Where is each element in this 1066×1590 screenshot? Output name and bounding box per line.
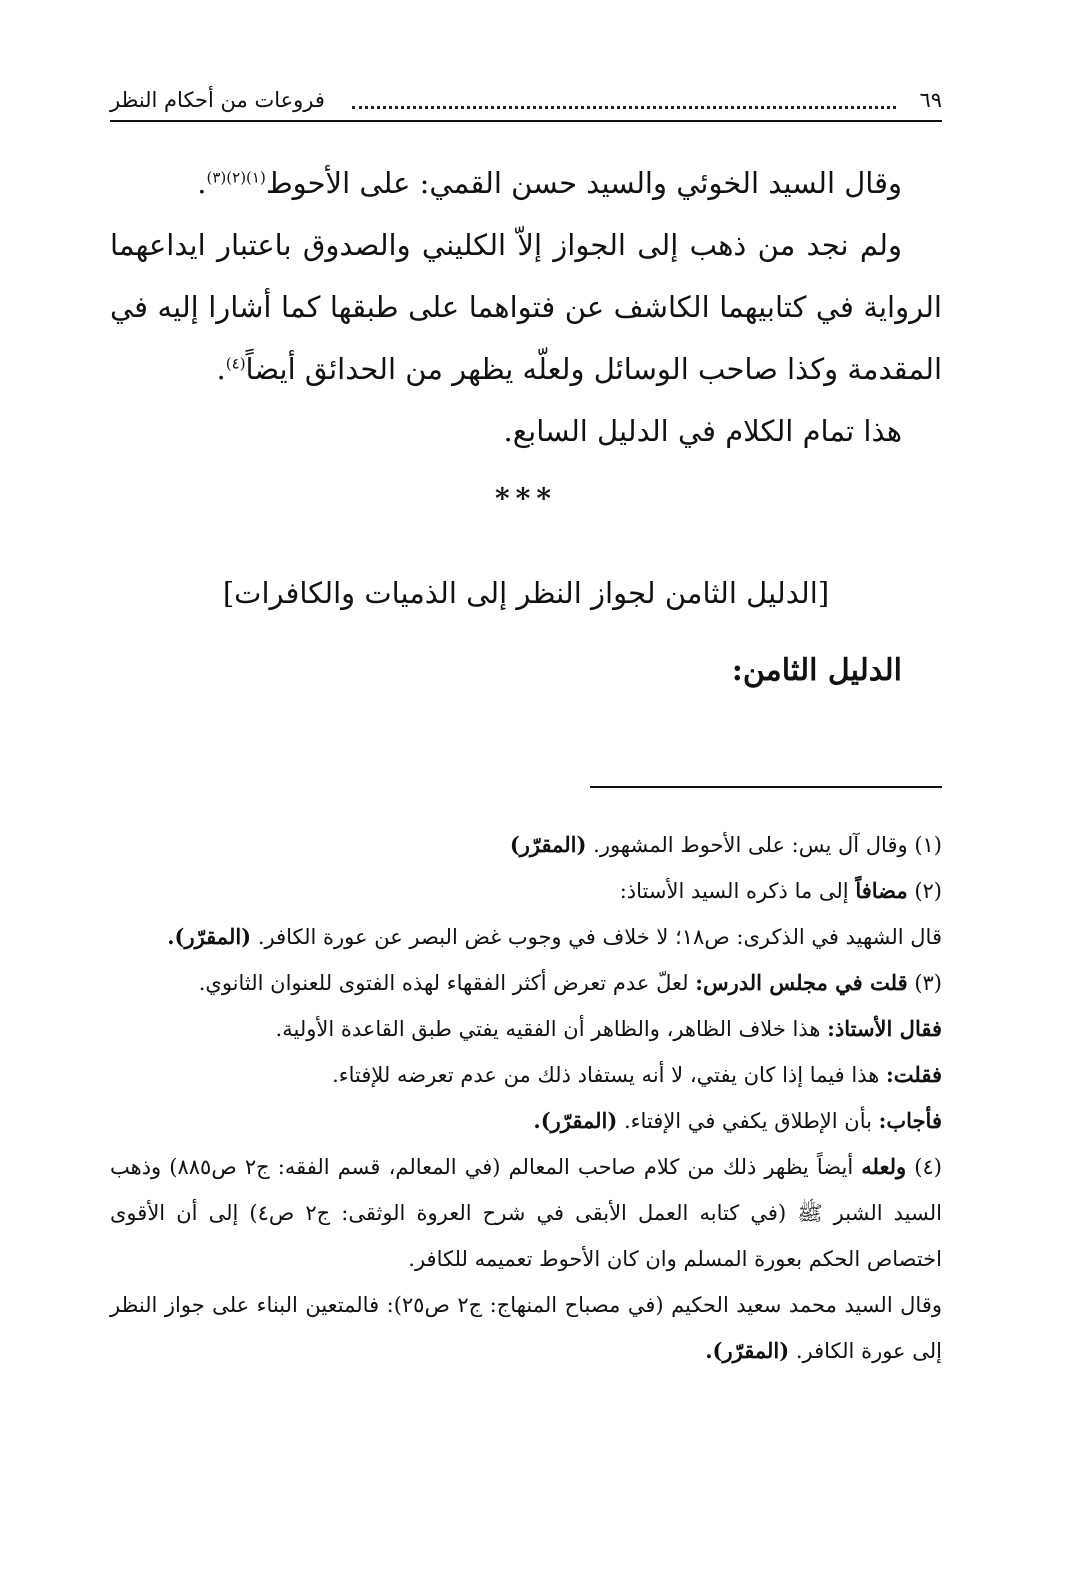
footnote-3-source: (المقرّر). [533, 1108, 618, 1133]
paragraph-3: هذا تمام الكلام في الدليل السابع. [503, 414, 902, 448]
footnote-3-question-text: هذا فيما إذا كان يفتي، لا أنه يستفاد ذلك من عدم تعرضه للإفتاء. [332, 1063, 880, 1087]
sub-heading: الدليل الثامن: [731, 653, 902, 688]
book-page [110, 0, 942, 1590]
footnote-2-number: (٢) [914, 879, 942, 903]
page-number: ٦٩ [919, 88, 942, 112]
footnote-2-text: إلى ما ذكره السيد الأستاذ: [619, 879, 849, 903]
footnote-3-number: (٣) [914, 971, 942, 995]
footnote-2-quote-text: قال الشهيد في الذكرى: ص١٨؛ لا خلاف في وجوب غض البصر عن عورة الكافر. [257, 925, 942, 949]
footnote-3-answer-lead: فأجاب: [878, 1108, 942, 1133]
running-title: فروعات من أحكام النظر [110, 88, 325, 112]
paragraph-1-end: . [197, 166, 207, 200]
footnote-1-source: (المقرّر) [509, 832, 587, 857]
footnote-1 [110, 822, 942, 868]
footnote-2 [110, 868, 942, 914]
footnote-3 [110, 960, 942, 1006]
paragraph-2 [110, 214, 942, 400]
section-separator-stars: *** [495, 482, 557, 515]
paragraph-2-text: ولم نجد من ذهب إلى الجواز إلاّ الكليني والصدوق باعتبار ايداعهما الرواية في كتابيهما الكاشف عن فتواهما على طبقها كما أشارا إليه في المقدمة وكذا صاحب الوسائل ولعلّه يظهر من الحدائق أيضاً [110, 228, 942, 386]
footnote-refs-1-3[interactable]: (١)(٢)(٣) [206, 168, 266, 187]
footnote-3-question-lead: فقلت: [886, 1062, 942, 1087]
leader-dots [352, 106, 896, 109]
running-head [110, 82, 942, 118]
footnote-1-text: (١) وقال آل يس: على الأحوط المشهور. [593, 833, 942, 857]
paragraph-1 [110, 152, 942, 214]
paragraph-2-end: . [216, 352, 226, 386]
footnote-3-question [110, 1052, 942, 1098]
footnote-2-lead: مضافاً [855, 878, 908, 903]
footnote-2-source: (المقرّر). [167, 924, 252, 949]
footnote-4-continued-text: وقال السيد محمد سعيد الحكيم (في مصباح المنهاج: ج٢ ص٢٥): فالمتعين البناء على جواز النظر إلى عورة الكافر. [110, 1293, 942, 1363]
footnote-3-reply-lead: فقال الأستاذ: [827, 1016, 942, 1041]
footnote-4-lead: ولعله [861, 1154, 907, 1179]
footnote-3-lead: قلت في مجلس الدرس: [695, 970, 908, 995]
footnote-3-answer [110, 1098, 942, 1144]
footnote-4 [110, 1144, 942, 1282]
footnote-3-reply [110, 1006, 942, 1052]
footnote-2-quote [110, 914, 942, 960]
footnotes [110, 822, 942, 1374]
section-heading: [الدليل الثامن لجواز النظر إلى الذميات والكافرات] [222, 576, 830, 610]
footnote-4-continued [110, 1282, 942, 1374]
footnote-4-source: (المقرّر). [705, 1338, 790, 1363]
main-text [110, 152, 942, 462]
footnote-4-text: أيضاً يظهر ذلك من كلام صاحب المعالم (في المعالم، قسم الفقه: ج٢ ص٨٨٥) وذهب السيد الشبر ﷺ (في كتابه العمل الأبقى في شرح العروة الوثقى: ج٢ ص٤) إلى أن الأقوى اختصاص الحكم بعورة المسلم وان كان الأحوط تعميمه للكافر. [110, 1155, 942, 1271]
footnote-3-reply-text: هذا خلاف الظاهر، والظاهر أن الفقيه يفتي طبق القاعدة الأولية. [275, 1017, 821, 1041]
footnote-4-number: (٤) [914, 1155, 942, 1179]
header-divider [110, 120, 942, 122]
footnote-3-answer-text: بأن الإطلاق يكفي في الإفتاء. [624, 1109, 872, 1133]
footnote-3-text: لعلّ عدم تعرض أكثر الفقهاء لهذه الفتوى للعنوان الثانوي. [198, 971, 689, 995]
footnote-ref-4[interactable]: (٤) [225, 354, 246, 373]
paragraph-1-text: وقال السيد الخوئي والسيد حسن القمي: على الأحوط [265, 166, 902, 200]
footnote-divider [590, 786, 942, 788]
